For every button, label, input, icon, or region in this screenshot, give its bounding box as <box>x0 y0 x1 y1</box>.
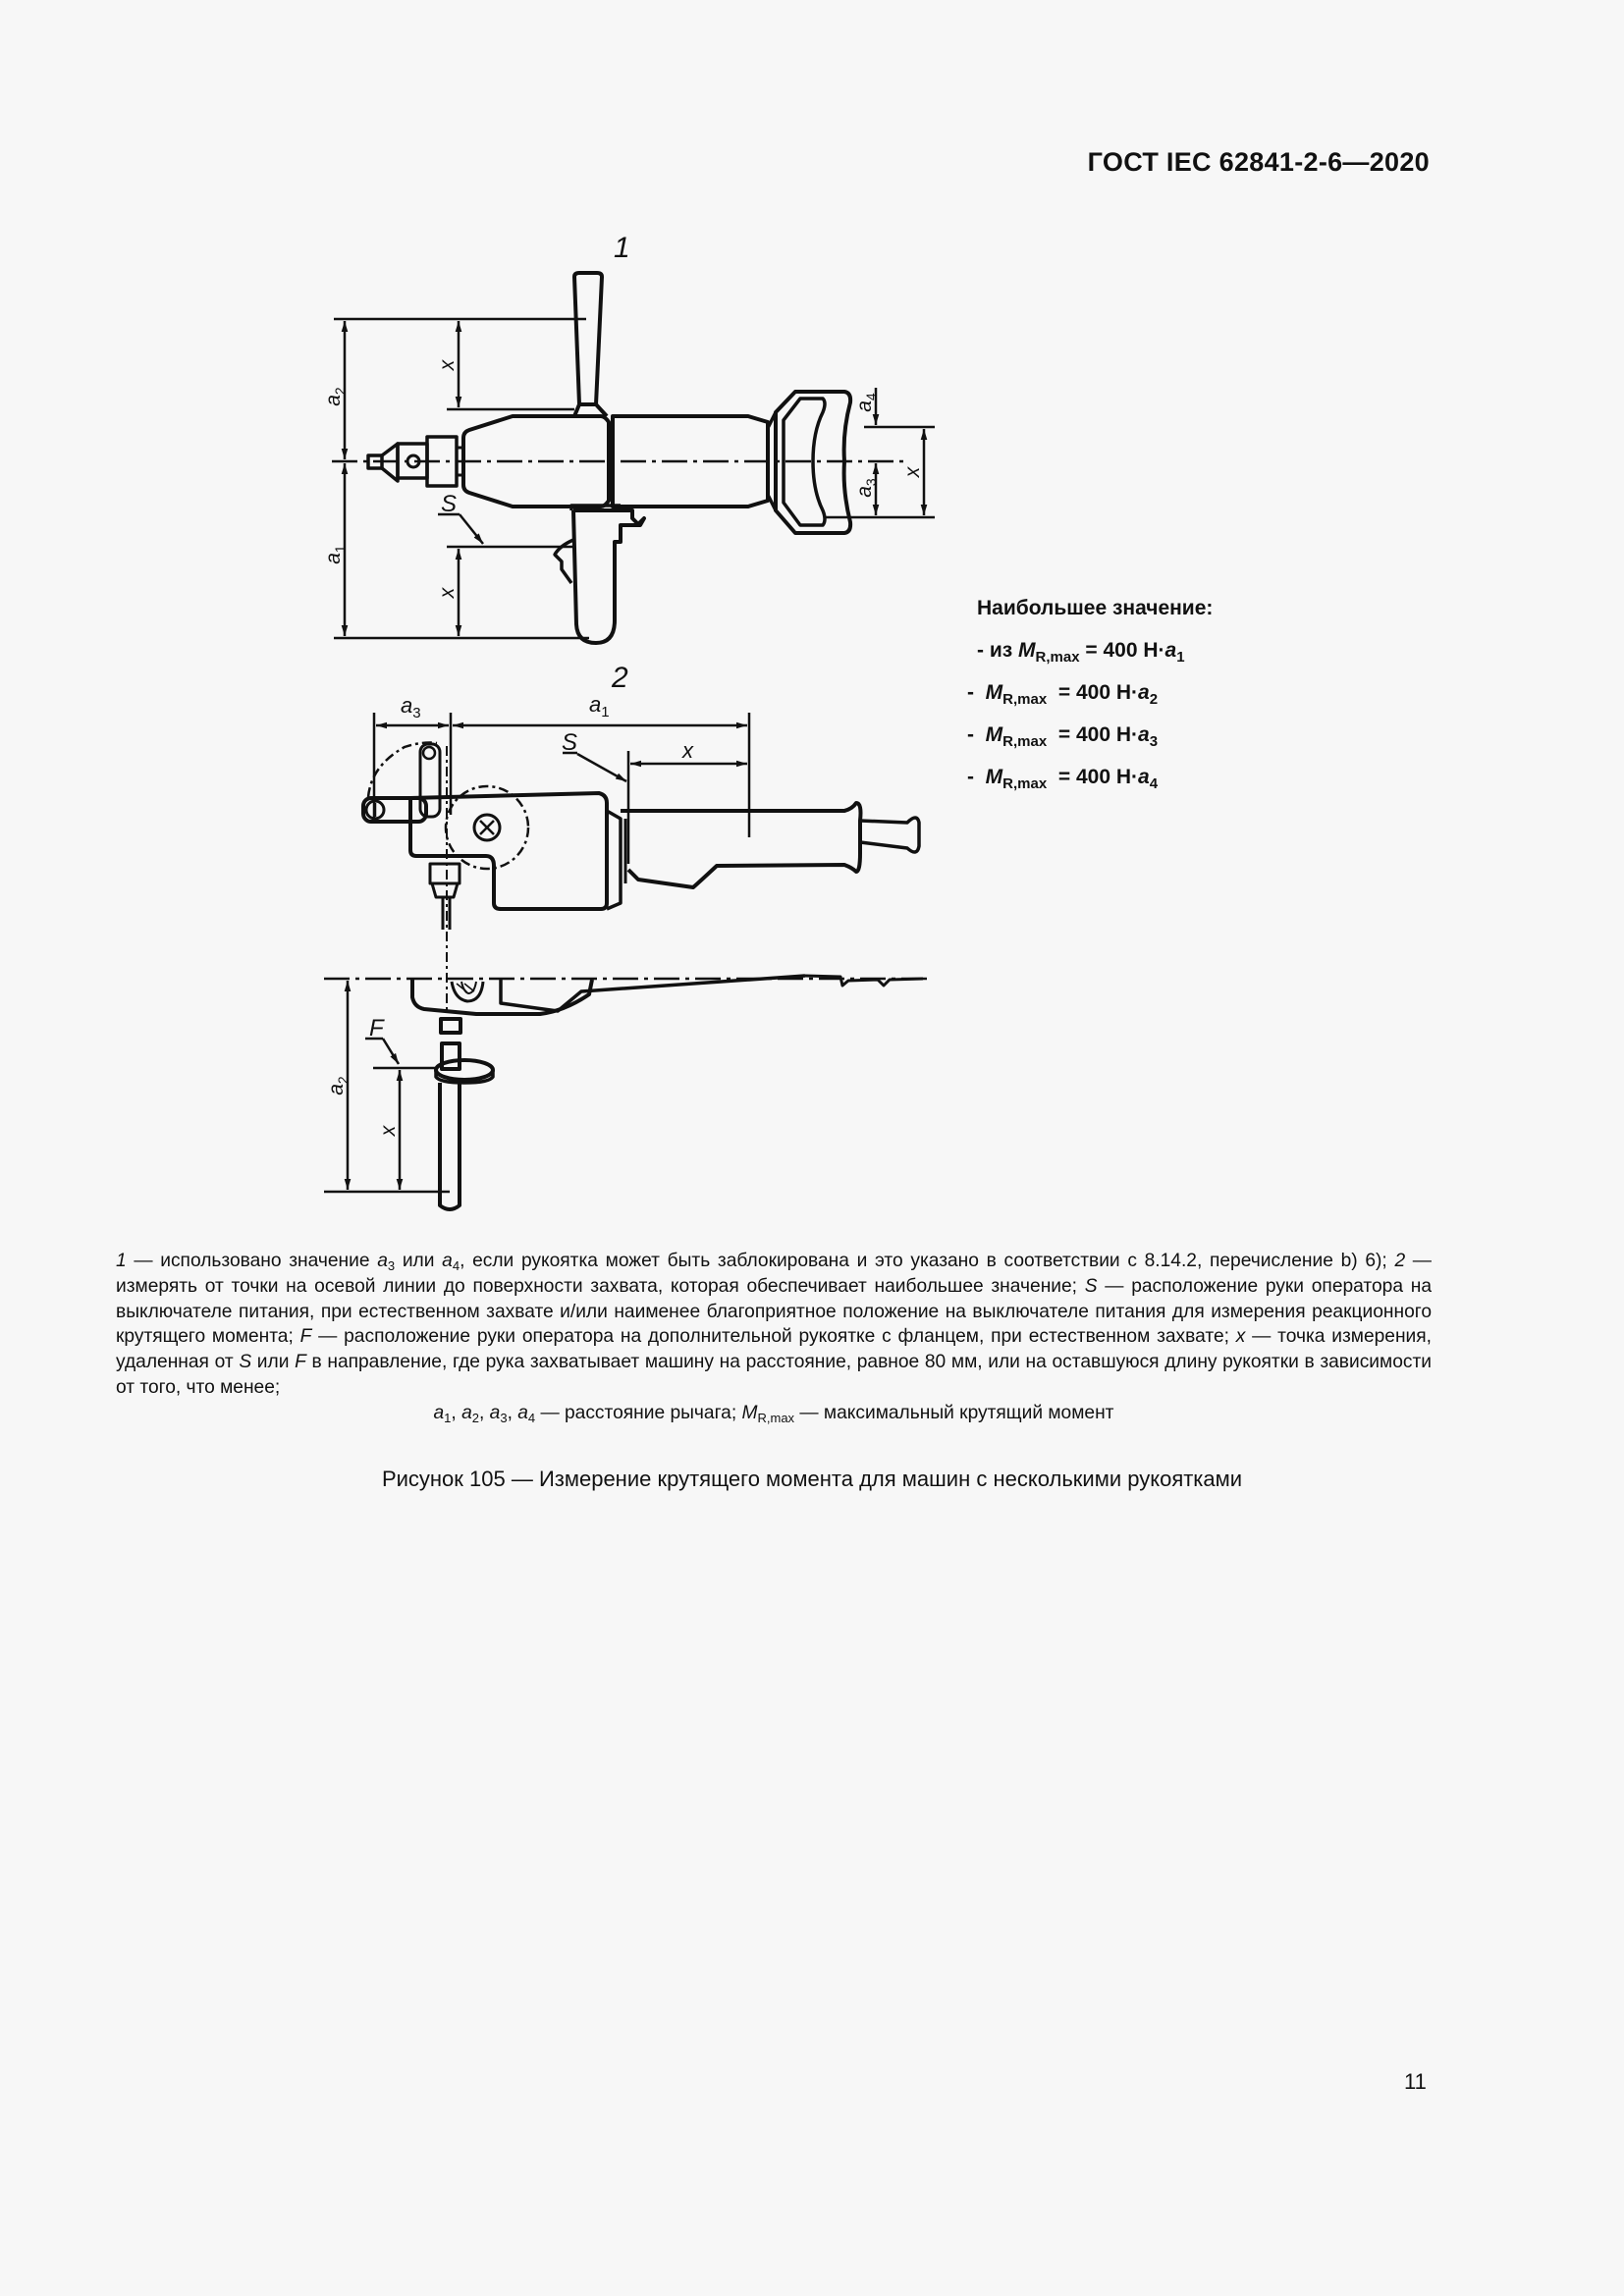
label-x: x <box>377 1125 400 1137</box>
drawing-1 <box>322 232 935 643</box>
standard-code-header: ГОСТ IEC 62841-2-6—2020 <box>1087 147 1430 177</box>
label-a3: $a_3$ <box>401 693 421 721</box>
label-x: x <box>682 738 693 763</box>
notes-last-line: $a_1$, $a_2$, $a_3$, $a_4$ — расстояние рычага; $M_{R,max}$ — максимальный крутящий момент <box>433 1402 1114 1425</box>
auxiliary-handle <box>440 1083 460 1209</box>
label-a1: $a_1$ <box>589 692 610 721</box>
label-S: S <box>562 729 578 756</box>
label-x: x <box>436 359 459 371</box>
label-F: F <box>369 1015 384 1041</box>
label-a1: $a_1$ <box>322 545 348 564</box>
label-x: x <box>901 466 924 478</box>
legend-title: Наибольшее значение: <box>977 597 1214 619</box>
drawing-2 <box>324 662 933 1209</box>
max-value-legend <box>967 587 1213 798</box>
top-side-handle <box>574 273 602 404</box>
page-number: 11 <box>1404 2069 1427 2094</box>
drawing-2-number: 2 <box>612 662 628 694</box>
notes-paragraph: 1 — использовано значение $a_3$ или $a_4$, если рукоятка может быть заблокирована и это указано в соответствии с 8.14.2, перечисление b) 6); 2 — измерять от точки на осевой линии до поверхности захвата, которая обеспечивает наибольшее значение; S — расположение руки оператора на выключателе питания, при естественном захвате и/или наименее благоприятное положение на выключателе питания для измерения реакционного крутящего момента; F — расположение руки оператора на дополнительной рукоятке с фланцем, при естественном захвате; x — точка измерения, удаленная от S или F в направление, где рука захватывает машину на расстояние, равное 80 мм, или на оставшуюся длину рукоятки в зависимости от того, что менее; <box>116 1251 1432 1398</box>
legend-row-a2: - $M_{R,max} = 400$ $Н\cdot a_2$ <box>967 681 1159 708</box>
label-a4: $a_4$ <box>853 393 879 412</box>
figure-notes <box>116 1249 1432 1426</box>
label-S: S <box>441 491 458 517</box>
label-a2: $a_2$ <box>322 387 348 406</box>
label-x: x <box>436 587 459 599</box>
rear-handle <box>621 803 861 887</box>
bottom-side-handle <box>573 510 644 643</box>
figure-caption: Рисунок 105 — Измерение крутящего момента для машин с несколькими рукоятками <box>381 1467 1243 1491</box>
legend-row-a3: - $M_{R,max} = 400$ $Н\cdot a_3$ <box>967 723 1159 750</box>
drawing-1-number: 1 <box>614 232 630 264</box>
label-a3: $a_3$ <box>853 478 879 498</box>
legend-row-a1: - из $M_{R,max} = 400$ $Н\cdot a_1$ <box>977 639 1185 666</box>
legend-row-a4: - $M_{R,max} = 400$ $Н\cdot a_4$ <box>967 766 1159 792</box>
label-a2: $a_2$ <box>325 1076 351 1095</box>
